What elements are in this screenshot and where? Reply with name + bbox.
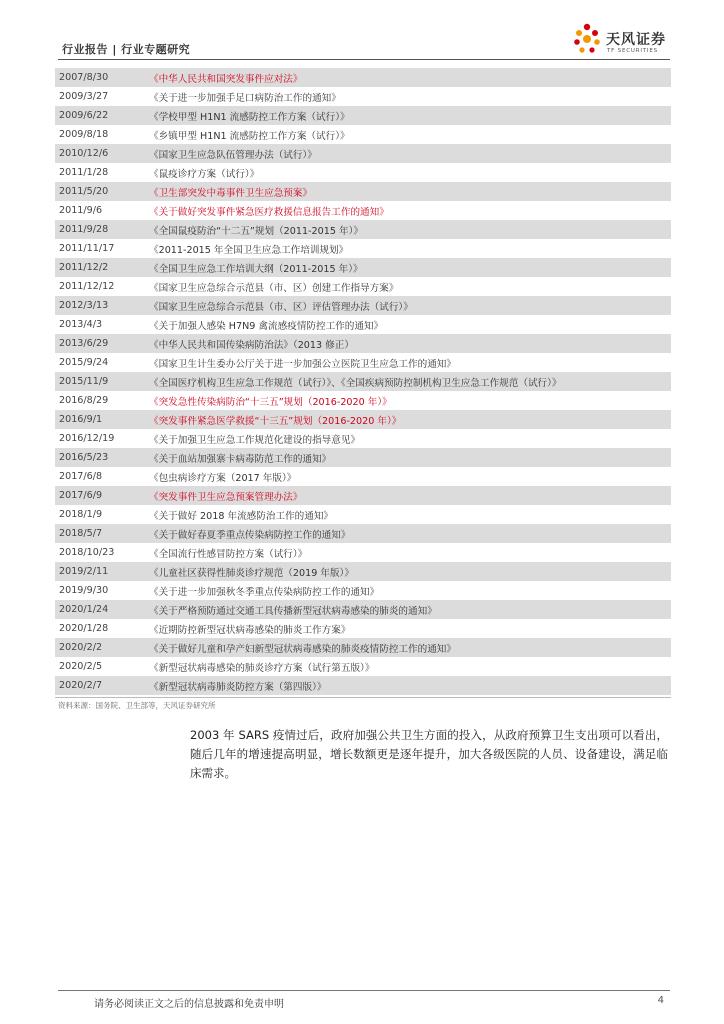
row-policy-title: 《突发事件紧急医学救援“十三五”规划（2016-2020 年）》 xyxy=(149,415,402,427)
row-policy-title: 《新型冠状病毒肺炎防控方案（第四版）》 xyxy=(149,681,327,693)
table-row xyxy=(55,467,671,486)
row-date: 2007/8/30 xyxy=(59,72,109,83)
row-date: 2020/2/5 xyxy=(59,661,103,672)
row-date: 2018/5/7 xyxy=(59,528,103,539)
row-policy-title: 《全国流行性感冒防控方案（试行）》 xyxy=(149,548,308,560)
footer-divider xyxy=(58,990,670,991)
row-policy-title: 《关于做好 2018 年流感防治工作的通知》 xyxy=(149,510,334,522)
footer-disclaimer: 请务必阅读正文之后的信息披露和免责申明 xyxy=(94,999,284,1010)
row-date: 2009/6/22 xyxy=(59,110,109,121)
row-policy-title: 《关于加强卫生应急工作规范化建设的指导意见》 xyxy=(149,434,361,446)
row-policy-title: 《儿童社区获得性肺炎诊疗规范（2019 年版）》 xyxy=(149,567,354,579)
row-policy-title: 《中华人民共和国传染病防治法》（2013 修正） xyxy=(149,339,354,351)
row-date: 2017/6/8 xyxy=(59,471,103,482)
table-row xyxy=(55,619,671,638)
row-policy-title: 《全国鼠疫防治“十二五”规划（2011-2015 年）》 xyxy=(149,225,363,237)
table-row xyxy=(55,277,671,296)
row-policy-title: 《全国卫生应急工作培训大纲（2011-2015 年）》 xyxy=(149,263,363,275)
row-date: 2009/3/27 xyxy=(59,91,109,102)
row-date: 2016/9/1 xyxy=(59,414,103,425)
row-policy-title: 《关于加强人感染 H7N9 禽流感疫情防控工作的通知》 xyxy=(149,320,384,332)
row-date: 2011/1/28 xyxy=(59,167,109,178)
table-row xyxy=(55,68,671,87)
table-row xyxy=(55,315,671,334)
table-row xyxy=(55,562,671,581)
row-policy-title: 《包虫病诊疗方案（2017 年版）》 xyxy=(149,472,297,484)
row-date: 2016/8/29 xyxy=(59,395,109,406)
table-row xyxy=(55,657,671,676)
table-row xyxy=(55,600,671,619)
row-policy-title: 《卫生部突发中毒事件卫生应急预案》 xyxy=(149,187,313,199)
row-policy-title: 《国家卫生应急综合示范县（市、区）创建工作指导方案》 xyxy=(149,282,399,294)
row-policy-title: 《突发事件卫生应急预案管理办法》 xyxy=(149,491,303,503)
row-policy-title: 《关于做好突发事件紧急医疗救援信息报告工作的通知》 xyxy=(149,206,389,218)
row-policy-title: 《国家卫生应急综合示范县（市、区）评估管理办法（试行）》 xyxy=(149,301,413,313)
table-row xyxy=(55,410,671,429)
table-row xyxy=(55,448,671,467)
row-date: 2020/2/7 xyxy=(59,680,103,691)
row-policy-title: 《学校甲型 H1N1 流感防控工作方案（试行）》 xyxy=(149,111,350,123)
row-policy-title: 《关于做好春夏季重点传染病防控工作的通知》 xyxy=(149,529,351,541)
row-date: 2015/11/9 xyxy=(59,376,109,387)
table-row xyxy=(55,125,671,144)
table-row xyxy=(55,106,671,125)
row-date: 2011/5/20 xyxy=(59,186,109,197)
row-policy-title: 《关于进一步加强秋冬季重点传染病防控工作的通知》 xyxy=(149,586,380,598)
brand-name-en: TF SECURITIES xyxy=(607,48,658,54)
row-policy-title: 《2011-2015 年全国卫生应急工作培训规划》 xyxy=(149,244,349,256)
row-date: 2012/3/13 xyxy=(59,300,109,311)
row-policy-title: 《中华人民共和国突发事件应对法》 xyxy=(149,73,303,85)
table-row xyxy=(55,524,671,543)
table-row xyxy=(55,334,671,353)
table-row xyxy=(55,638,671,657)
row-policy-title: 《国家卫生应急队伍管理办法（试行）》 xyxy=(149,149,317,161)
row-date: 2019/9/30 xyxy=(59,585,109,596)
row-policy-title: 《关于血站加强寨卡病毒防范工作的通知》 xyxy=(149,453,332,465)
table-row xyxy=(55,201,671,220)
table-row xyxy=(55,676,671,695)
table-row xyxy=(55,144,671,163)
row-date: 2016/5/23 xyxy=(59,452,109,463)
table-row xyxy=(55,429,671,448)
row-date: 2011/9/28 xyxy=(59,224,109,235)
row-date: 2013/6/29 xyxy=(59,338,109,349)
table-row xyxy=(55,239,671,258)
table-row xyxy=(55,353,671,372)
row-date: 2020/1/28 xyxy=(59,623,109,634)
row-policy-title: 《国家卫生计生委办公厅关于进一步加强公立医院卫生应急工作的通知》 xyxy=(149,358,456,370)
row-date: 2015/9/24 xyxy=(59,357,109,368)
row-policy-title: 《乡镇甲型 H1N1 流感防控工作方案（试行）》 xyxy=(149,130,350,142)
table-row xyxy=(55,182,671,201)
row-date: 2011/11/17 xyxy=(59,243,115,254)
row-policy-title: 《新型冠状病毒感染的肺炎诊疗方案（试行第五版）》 xyxy=(149,662,375,674)
row-date: 2013/4/3 xyxy=(59,319,103,330)
table-row xyxy=(55,220,671,239)
row-date: 2016/12/19 xyxy=(59,433,115,444)
row-policy-title: 《全国医疗机构卫生应急工作规范（试行）》、《全国疾病预防控制机构卫生应急工作规范（试行）》 xyxy=(149,377,562,389)
report-header-title: 行业报告 | 行业专题研究 xyxy=(62,43,191,56)
brand-logo xyxy=(570,22,680,60)
row-date: 2011/12/2 xyxy=(59,262,109,273)
policy-table xyxy=(55,68,671,695)
table-row xyxy=(55,391,671,410)
row-date: 2018/1/9 xyxy=(59,509,103,520)
row-date: 2010/12/6 xyxy=(59,148,109,159)
row-policy-title: 《关于做好儿童和孕产妇新型冠状病毒感染的肺炎疫情防控工作的通知》 xyxy=(149,643,456,655)
table-row xyxy=(55,505,671,524)
brand-name-cn: 天风证券 xyxy=(606,32,666,48)
table-row xyxy=(55,543,671,562)
row-policy-title: 《鼠疫诊疗方案（试行）》 xyxy=(149,168,260,180)
tf-flower-icon xyxy=(570,22,604,58)
row-date: 2018/10/23 xyxy=(59,547,115,558)
row-policy-title: 《近期防控新型冠状病毒感染的肺炎工作方案》 xyxy=(149,624,351,636)
row-policy-title: 《突发急性传染病防治“十三五”规划（2016-2020 年）》 xyxy=(149,396,392,408)
table-row xyxy=(55,581,671,600)
table-row xyxy=(55,296,671,315)
row-date: 2020/2/2 xyxy=(59,642,103,653)
table-row xyxy=(55,372,671,391)
row-date: 2019/2/11 xyxy=(59,566,109,577)
table-row xyxy=(55,87,671,106)
row-date: 2011/9/6 xyxy=(59,205,103,216)
table-bottom-rule xyxy=(55,697,671,698)
row-date: 2020/1/24 xyxy=(59,604,109,615)
row-policy-title: 《关于严格预防通过交通工具传播新型冠状病毒感染的肺炎的通知》 xyxy=(149,605,437,617)
body-paragraph: 2003 年 SARS 疫情过后，政府加强公共卫生方面的投入，从政府预算卫生支出项可以看出，随后几年的增速提高明显，增长数额更是逐年提升，加大各级医院的人员、设备建设，满足临床需求。 xyxy=(190,728,668,780)
table-row xyxy=(55,486,671,505)
table-row xyxy=(55,258,671,277)
row-date: 2017/6/9 xyxy=(59,490,103,501)
source-note: 资料来源：国务院、卫生部等，天风证券研究所 xyxy=(58,701,216,710)
table-row xyxy=(55,163,671,182)
row-policy-title: 《关于进一步加强手足口病防治工作的通知》 xyxy=(149,92,341,104)
row-date: 2009/8/18 xyxy=(59,129,109,140)
row-date: 2011/12/12 xyxy=(59,281,115,292)
page-number: 4 xyxy=(657,995,664,1006)
